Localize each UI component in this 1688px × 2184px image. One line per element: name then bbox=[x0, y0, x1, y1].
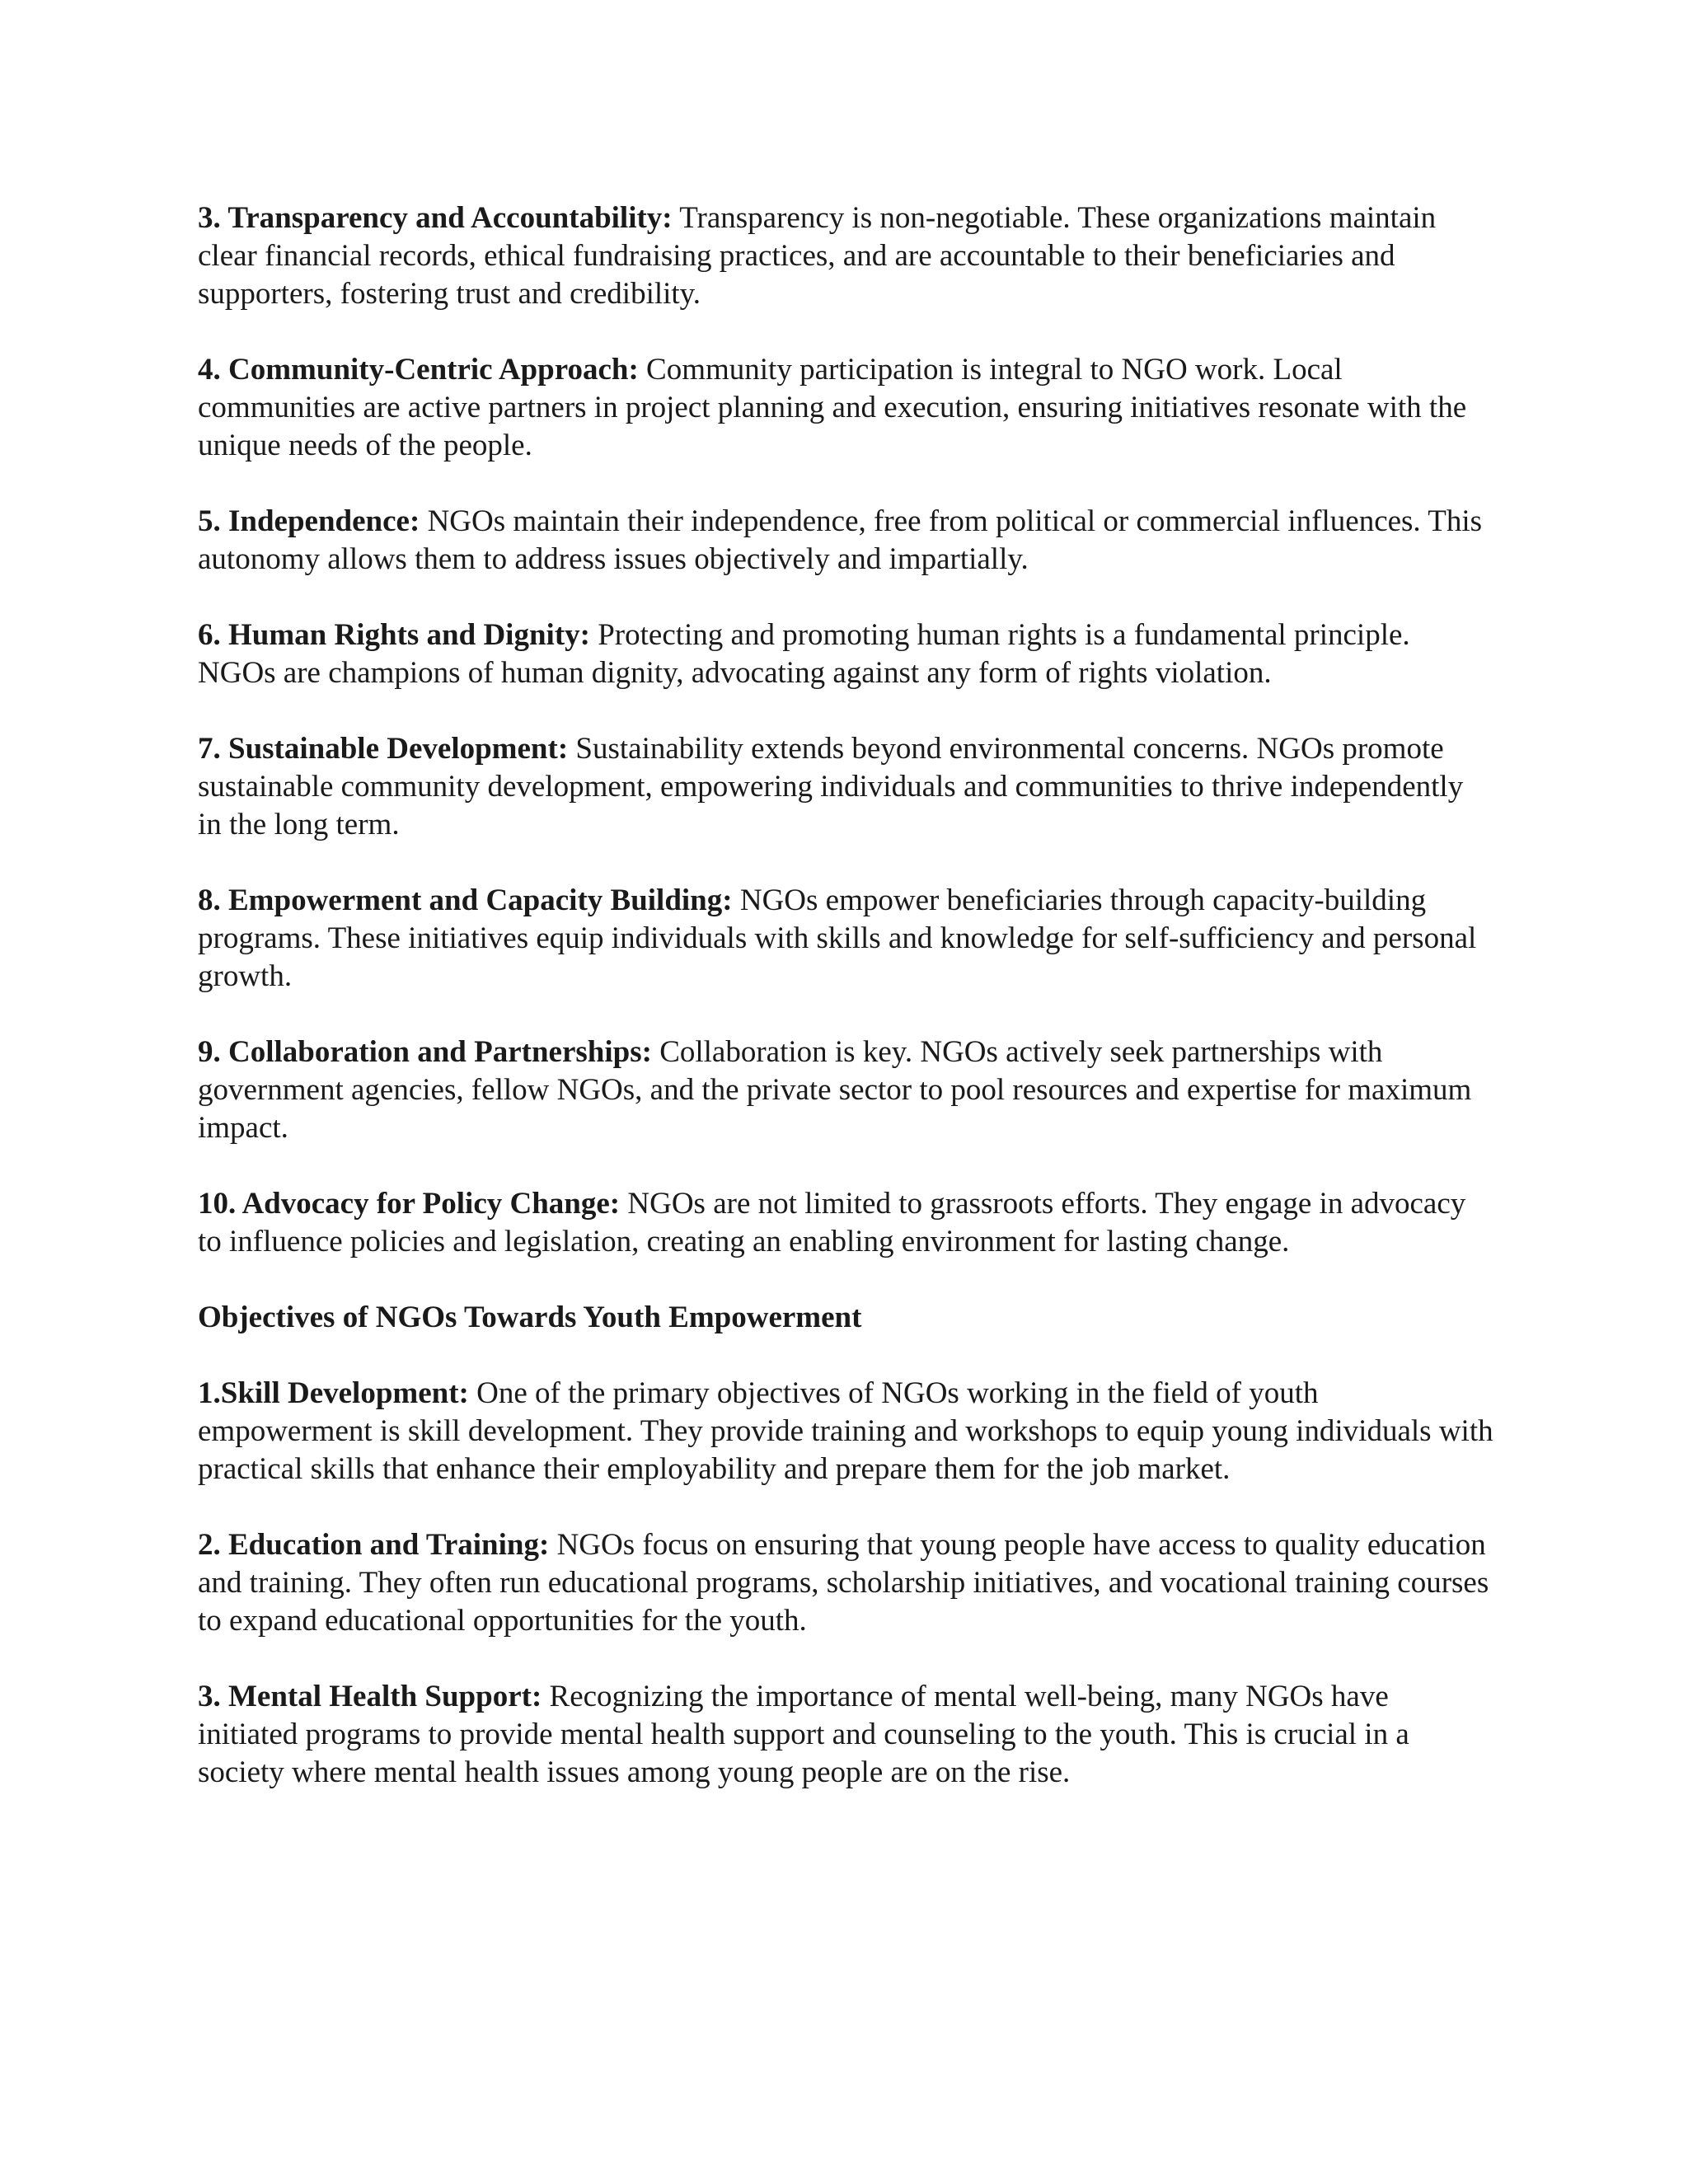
principle-title: 6. Human Rights and Dignity: bbox=[198, 618, 590, 652]
principle-paragraph-7 bbox=[198, 730, 1493, 844]
principle-text: Sustainability extends beyond environmental concerns. NGOs promote sustainable community development, empowering individuals and communities to thrive independently in the long term. bbox=[198, 732, 1464, 841]
principle-text: Transparency is non-negotiable. These organizations maintain clear financial records, ethical fundraising practices, and are accountable to their beneficiaries and supporters, fostering trust and credibility. bbox=[198, 201, 1437, 311]
principle-title: 10. Advocacy for Policy Change: bbox=[198, 1187, 621, 1221]
principle-title: 4. Community-Centric Approach: bbox=[198, 353, 639, 387]
principle-paragraph-4 bbox=[198, 351, 1493, 465]
principle-paragraph-6 bbox=[198, 616, 1493, 692]
principle-paragraph-10 bbox=[198, 1185, 1493, 1261]
principle-text: NGOs maintain their independence, free from political or commercial influences. This autonomy allows them to address issues objectively and impartially. bbox=[198, 504, 1483, 576]
principle-text: Protecting and promoting human rights is a fundamental principle. NGOs are champions of human dignity, advocating against any form of rights violation. bbox=[198, 618, 1410, 690]
section-heading: Objectives of NGOs Towards Youth Empowerment bbox=[198, 1301, 862, 1334]
objective-text: Recognizing the importance of mental well-being, many NGOs have initiated programs to provide mental health support and counseling to the youth. This is crucial in a society where mental health issues among young people are on the rise. bbox=[198, 1680, 1409, 1789]
objective-paragraph-2 bbox=[198, 1526, 1493, 1640]
principle-text: Collaboration is key. NGOs actively seek partnerships with government agencies, fellow NGOs, and the private sector to pool resources and expertise for maximum impact. bbox=[198, 1035, 1472, 1145]
principle-title: 9. Collaboration and Partnerships: bbox=[198, 1035, 652, 1069]
principle-paragraph-9 bbox=[198, 1033, 1493, 1147]
principle-text: Community participation is integral to NGO work. Local communities are active partners in project planning and execution, ensuring initiatives resonate with the unique needs of the people. bbox=[198, 353, 1467, 462]
principle-title: 5. Independence: bbox=[198, 504, 420, 538]
document-body bbox=[198, 199, 1493, 1830]
principle-paragraph-5 bbox=[198, 503, 1493, 579]
principle-text: NGOs are not limited to grassroots efforts. They engage in advocacy to influence policies and legislation, creating an enabling environment for lasting change. bbox=[198, 1187, 1466, 1258]
principle-title: 3. Transparency and Accountability: bbox=[198, 201, 673, 235]
objective-title: 1.Skill Development: bbox=[198, 1376, 469, 1410]
principle-title: 8. Empowerment and Capacity Building: bbox=[198, 883, 733, 917]
principle-text: NGOs empower beneficiaries through capacity-building programs. These initiatives equip individuals with skills and knowledge for self-sufficiency and personal growth. bbox=[198, 883, 1477, 993]
principle-title: 7. Sustainable Development: bbox=[198, 732, 569, 766]
objective-title: 2. Education and Training: bbox=[198, 1528, 550, 1562]
objective-text: One of the primary objectives of NGOs working in the field of youth empowerment is skill development. They provide training and workshops to equip young individuals with practical skills that enhance their employability and prepare them for the job market. bbox=[198, 1376, 1493, 1486]
principle-paragraph-8 bbox=[198, 882, 1493, 996]
objective-text: NGOs focus on ensuring that young people have access to quality education and training. They often run educational programs, scholarship initiatives, and vocational training courses to expand educational opportunities for the youth. bbox=[198, 1528, 1489, 1638]
objective-title: 3. Mental Health Support: bbox=[198, 1680, 542, 1713]
principle-paragraph-3 bbox=[198, 199, 1493, 313]
objective-paragraph-1 bbox=[198, 1375, 1493, 1488]
objective-paragraph-3 bbox=[198, 1678, 1493, 1792]
